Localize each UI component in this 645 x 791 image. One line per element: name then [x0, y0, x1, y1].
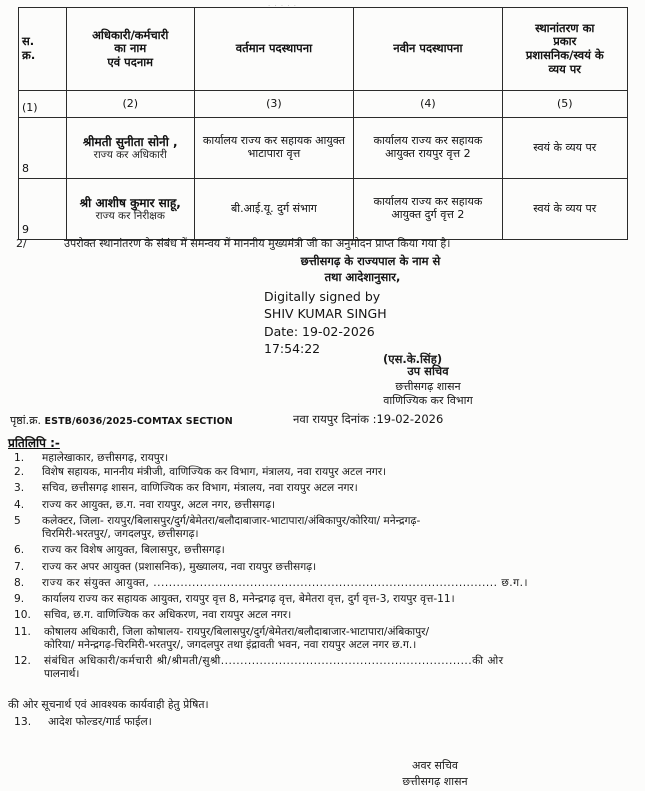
- list-item: [8, 452, 638, 465]
- list-item-number: 8.: [14, 576, 25, 589]
- col-number-3: (3): [194, 91, 354, 118]
- list-item-number: 6.: [14, 544, 25, 557]
- table-header-row: [19, 8, 628, 91]
- list-item: [8, 561, 638, 574]
- signatory-government: छत्तीसगढ़ शासन: [395, 379, 461, 393]
- col-number-4: (4): [354, 91, 502, 118]
- col-header-name: [66, 8, 194, 91]
- list-item-number: 9.: [14, 593, 25, 606]
- list-item-number: 5: [14, 514, 21, 527]
- scan-artifact: · · · · ·: [268, 2, 298, 9]
- list-item: [8, 626, 638, 652]
- list-item-text: राज्य कर अपर आयुक्त (प्रशासनिक), मुख्यालय, नवा रायपुर छत्तीसगढ़।: [42, 560, 317, 573]
- endorsement-label: पृष्ठां.क्र.: [10, 414, 42, 427]
- list-item-text-line2: पालनार्थ।: [44, 668, 80, 681]
- list-item-number: 12.: [14, 655, 31, 668]
- list-item: [8, 544, 638, 557]
- list-item-text: कार्यालय राज्य कर सहायक आयुक्त, रायपुर वृत्त 8, मनेन्द्रगढ़ वृत्त, बेमेतरा वृत्त, दुर्ग वृत्त-3, रायपुर वृत्त-11।: [42, 593, 455, 606]
- forward-note: की ओर सूचनार्थ एवं आवश्यक कार्यवाही हेतु प्रेषित।: [8, 698, 209, 711]
- list-item-text-wrap: [44, 655, 638, 681]
- list-item: [8, 515, 638, 541]
- list-item-text-line2: कोरिया/ मनेन्द्रगढ़-चिरमिरी-भरतपुर/, जगदलपुर तथा इंद्रावती भवन, नवा रायपुर अटल नगर छ.ग.।: [44, 638, 417, 651]
- list-item-text: महालेखाकार, छत्तीसगढ़, रायपुर।: [42, 452, 169, 464]
- col-header-type-l3: प्रशासनिक/स्वयं के: [525, 48, 604, 62]
- list-item: [8, 482, 638, 495]
- col-header-current-posting: वर्तमान पदस्थापना: [194, 8, 354, 91]
- row-officer-name: श्री आशीष कुमार साहू,: [79, 195, 181, 210]
- row-new-posting: कार्यालय राज्य कर सहायक आयुक्त रायपुर वृत्त 2: [354, 118, 502, 179]
- col-header-serial-l2: क्र.: [22, 48, 36, 62]
- list-item: [8, 655, 638, 681]
- authority-line-1: छत्तीसगढ़ के राज्यपाल के नाम से: [300, 254, 441, 268]
- col-number-2: (2): [66, 91, 194, 118]
- footer-signature-government: छत्तीसगढ़ शासन: [402, 774, 468, 788]
- table-row: [19, 179, 628, 240]
- col-header-transfer-type: [502, 8, 627, 91]
- row-transfer-type: स्वयं के व्यय पर: [502, 179, 627, 240]
- digital-signature-block: [264, 288, 387, 357]
- row-serial: 9: [19, 179, 67, 240]
- paragraph-2-number: 2/: [16, 237, 27, 250]
- col-header-serial-l1: स.: [22, 34, 35, 49]
- list-item-text: संबंधित अधिकारी/कर्मचारी श्री/श्रीमती/सुश्री.................................................................की ओर: [44, 655, 504, 668]
- signatory-department: वाणिज्यिक कर विभाग: [383, 394, 473, 408]
- list-item-text-wrap: [42, 515, 638, 541]
- endorsement-place-date: नवा रायपुर दिनांक :19-02-2026: [293, 412, 444, 426]
- row-current-posting: बी.आई.यू. दुर्ग संभाग: [194, 179, 354, 240]
- list-item-text: सचिव, छत्तीसगढ़ शासन, वाणिज्यिक कर विभाग, मंत्रालय, नवा रायपुर अटल नगर।: [42, 482, 358, 495]
- list-item-number: 1.: [14, 452, 25, 464]
- digital-signature-signer: SHIV KUMAR SINGH: [264, 306, 387, 322]
- row-officer-name-cell: [66, 118, 194, 179]
- copy-to-heading: प्रतिलिपि :-: [8, 436, 60, 450]
- col-header-serial: [19, 8, 67, 91]
- signatory-block: [268, 364, 588, 409]
- copy-to-list: [8, 452, 638, 685]
- row-officer-name-cell: [66, 179, 194, 240]
- paragraph-2: [16, 236, 630, 251]
- col-header-type-l2: प्रकार: [553, 34, 577, 49]
- digital-signature-date: Date: 19-02-2026: [264, 323, 375, 339]
- authority-line-2: तथा आदेशानुसार,: [324, 270, 401, 284]
- list-item-text-line2: चिरमिरी-भरतपुर/, जगदलपुर, छत्तीसगढ़।: [42, 528, 199, 541]
- row-current-posting: कार्यालय राज्य कर सहायक आयुक्त भाटापारा वृत्त: [194, 118, 354, 179]
- table-column-number-row: [19, 91, 628, 118]
- col-header-name-l1: अधिकारी/कर्मचारी: [92, 27, 169, 42]
- endorsement-ref: ESTB/6036/2025-COMTAX SECTION: [44, 416, 233, 427]
- list-item: [8, 577, 638, 590]
- list-item-text: राज्य कर आयुक्त, छ.ग. नवा रायपुर, अटल नगर, छत्तीसगढ़।: [42, 498, 276, 511]
- list-item-text: विशेष सहायक, माननीय मंत्रीजी, वाणिज्यिक कर विभाग, मंत्रालय, नवा रायपुर अटल नगर।: [42, 466, 387, 479]
- list-item-text: आदेश फोल्डर/गार्ड फाईल।: [48, 715, 152, 728]
- list-item-number: 3.: [14, 482, 25, 495]
- digital-signature-time: 17:54:22: [264, 340, 321, 356]
- col-header-new-posting: नवीन पदस्थापना: [354, 8, 502, 91]
- col-header-name-l2: का नाम: [114, 41, 147, 56]
- row-transfer-type: स्वयं के व्यय पर: [502, 118, 627, 179]
- row-officer-designation: राज्य कर अधिकारी: [93, 148, 167, 161]
- row-officer-designation: राज्य कर निरीक्षक: [95, 209, 165, 222]
- transfer-table: [18, 7, 628, 240]
- list-item: [8, 609, 638, 622]
- footer-signature-block: [330, 758, 540, 788]
- list-item: [8, 466, 638, 479]
- list-item-text: राज्य कर विशेष आयुक्त, बिलासपुर, छत्तीसगढ़।: [42, 544, 225, 557]
- signatory-designation: उप सचिव: [407, 364, 449, 378]
- col-number-5: (5): [502, 91, 627, 118]
- list-item-number: 7.: [14, 560, 25, 573]
- list-item-number: 2.: [14, 466, 25, 479]
- table-row: [19, 118, 628, 179]
- list-item-text: राज्य कर संयुक्त आयुक्त, ......................................................................................... छ.ग.।: [42, 576, 529, 589]
- paragraph-2-text: उपरोक्त स्थानांतरण के संबंध में समन्वय में माननीय मुख्यमंत्री जी का अनुमोदन प्राप्त किया गया है।: [64, 237, 451, 250]
- col-header-type-l4: व्यय पर: [548, 61, 582, 76]
- list-item-number: 10.: [14, 609, 31, 622]
- row-officer-name: श्रीमती सुनीता सोनी ,: [82, 134, 178, 149]
- list-item-number: 13.: [14, 715, 32, 728]
- transfer-table-container: [18, 7, 628, 240]
- row-new-posting: कार्यालय राज्य कर सहायक आयुक्त दुर्ग वृत्त 2: [354, 179, 502, 240]
- col-number-1: (1): [19, 91, 67, 118]
- list-item-text: कलेक्टर, जिला- रायपुर/बिलासपुर/दुर्ग/बेमेतरा/बलौदाबाजार-भाटापारा/अंबिकापुर/कोरिया/ मनेन्द्रगढ़-: [42, 514, 421, 527]
- col-header-type-l1: स्थानांतरण का: [535, 20, 595, 35]
- list-item: [8, 714, 152, 729]
- col-header-name-l3: एवं पदनाम: [107, 54, 154, 69]
- list-item: [8, 593, 638, 606]
- list-item: [8, 499, 638, 512]
- list-item-text: कोषालय अधिकारी, जिला कोषालय- रायपुर/बिलासपुर/दुर्ग/बेमेतरा/बलौदाबाजार-भाटापारा/अंबिकापुर/: [44, 625, 430, 638]
- signatory-name: (एस.के.सिंह): [383, 352, 443, 366]
- row-serial: 8: [19, 118, 67, 179]
- list-item-number: 11.: [14, 625, 31, 638]
- list-item-text: सचिव, छ.ग. वाणिज्यिक कर अधिकरण, नवा रायपुर अटल नगर।: [44, 609, 292, 622]
- list-item-text-wrap: [44, 626, 638, 652]
- endorsement-number: [10, 413, 233, 428]
- digital-signature-line-1: Digitally signed by: [264, 289, 381, 304]
- list-item-number: 4.: [14, 498, 25, 511]
- footer-signature-designation: अवर सचिव: [412, 759, 458, 772]
